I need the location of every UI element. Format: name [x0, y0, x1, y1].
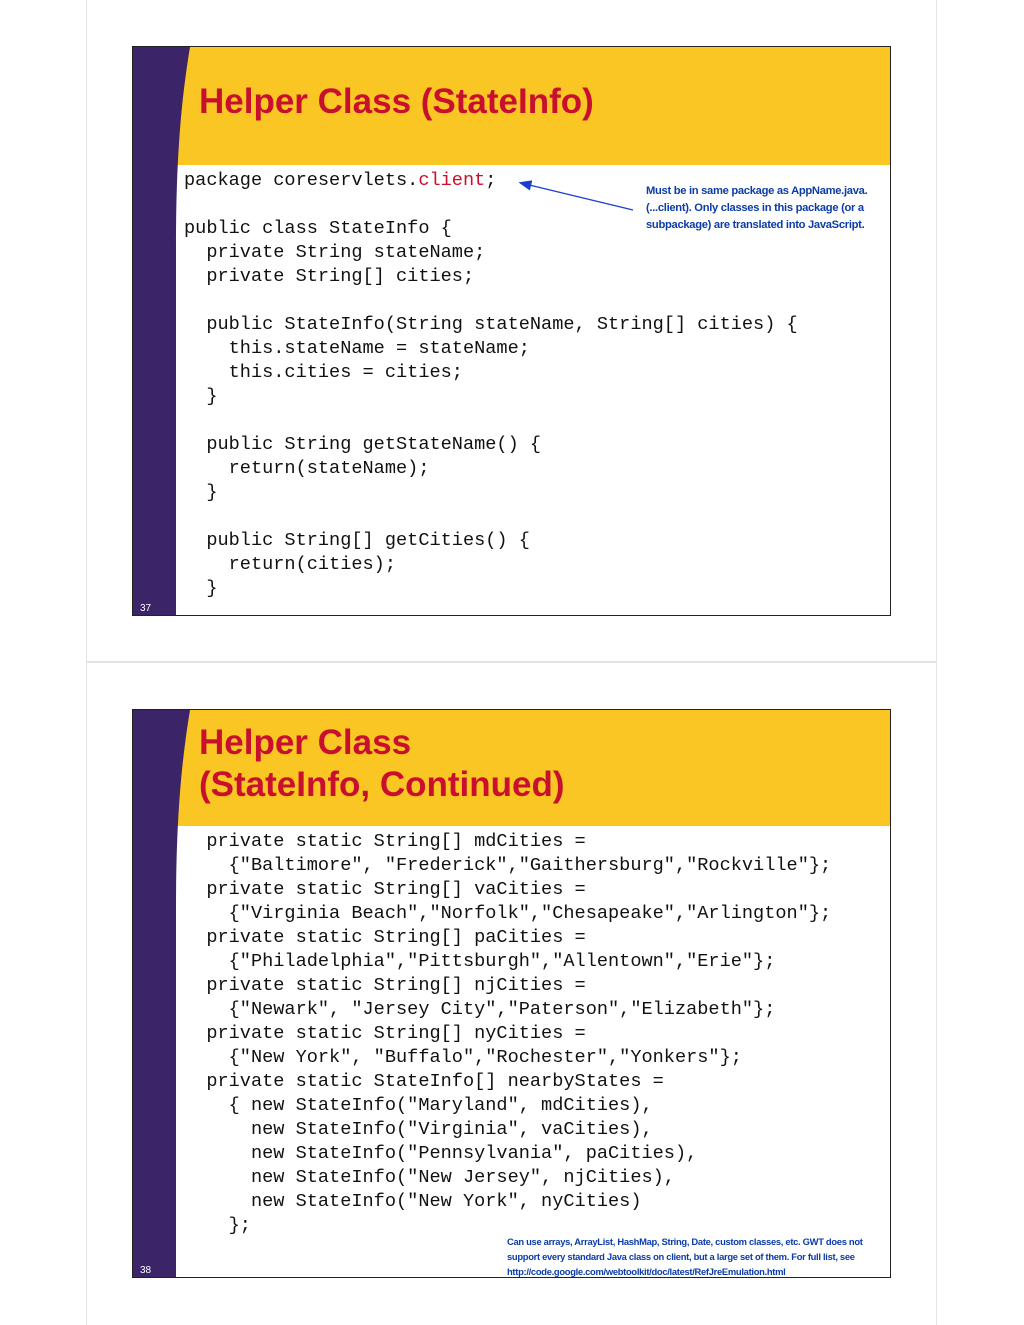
code-line: {"Philadelphia","Pittsburgh","Allentown","Erie"};: [184, 951, 776, 972]
code-line: package coreservlets.client;: [184, 170, 497, 191]
code-line: { new StateInfo("Maryland", mdCities),: [184, 1095, 653, 1116]
code-line: private static String[] mdCities =: [184, 831, 586, 852]
code-line: }: [184, 386, 218, 407]
footnote: [507, 1234, 863, 1278]
slide-37: [132, 46, 891, 616]
slide-number: 38: [140, 1265, 152, 1276]
title-line: (StateInfo, Continued): [199, 765, 565, 804]
slide-title: [199, 81, 594, 123]
code-line: {"New York", "Buffalo","Rochester","Yonkers"};: [184, 1047, 742, 1068]
code-line: private String stateName;: [184, 242, 486, 263]
code-line: public StateInfo(String stateName, String[] cities) {: [184, 314, 798, 335]
slide-38: [132, 709, 891, 1278]
code-line: [184, 505, 798, 529]
code-line: private static String[] nyCities =: [184, 1023, 586, 1044]
code-line: public String[] getCities() {: [184, 530, 530, 551]
note-line: support every standard Java class on client, but a large set of them. For full list, see: [507, 1251, 855, 1262]
note-line: Must be in same package as AppName.java.: [646, 185, 868, 197]
code-line: [184, 409, 798, 433]
code-line: };: [184, 1215, 251, 1236]
code-line: private static String[] njCities =: [184, 975, 586, 996]
annotation-note: [646, 183, 867, 234]
code-line: this.stateName = stateName;: [184, 338, 530, 359]
code-line: }: [184, 482, 218, 503]
note-line: Can use arrays, ArrayList, HashMap, String, Date, custom classes, etc. GWT does not: [507, 1236, 863, 1247]
code-line: new StateInfo("New York", nyCities): [184, 1191, 642, 1212]
code-line: new StateInfo("Virginia", vaCities),: [184, 1119, 653, 1140]
code-line: return(cities);: [184, 554, 397, 575]
highlighted-token: client: [418, 170, 486, 191]
code-line: {"Virginia Beach","Norfolk","Chesapeake","Arlington"};: [184, 903, 832, 924]
note-line: subpackage) are translated into JavaScript.: [646, 219, 865, 231]
code-line: private static String[] vaCities =: [184, 879, 586, 900]
title-line: Helper Class (StateInfo): [199, 82, 594, 121]
code-line: {"Baltimore", "Frederick","Gaithersburg","Rockville"};: [184, 855, 832, 876]
slide-number: 37: [140, 603, 152, 614]
code-line: return(stateName);: [184, 458, 430, 479]
code-line: {"Newark", "Jersey City","Paterson","Elizabeth"};: [184, 999, 776, 1020]
code-line: private static StateInfo[] nearbyStates =: [184, 1071, 664, 1092]
title-line: Helper Class: [199, 723, 412, 762]
code-line: private String[] cities;: [184, 266, 475, 287]
code-line: private static String[] paCities =: [184, 927, 586, 948]
slide-title: [199, 722, 565, 806]
code-block: [184, 830, 831, 1238]
code-line: public String getStateName() {: [184, 434, 542, 455]
code-line: new StateInfo("New Jersey", njCities),: [184, 1167, 675, 1188]
code-line: new StateInfo("Pennsylvania", paCities),: [184, 1143, 698, 1164]
code-line: public class StateInfo {: [184, 218, 452, 239]
code-line: [184, 289, 798, 313]
code-line: this.cities = cities;: [184, 362, 463, 383]
code-line: }: [184, 578, 218, 599]
note-line: (...client). Only classes in this package (or a: [646, 202, 864, 214]
note-line: http://code.google.com/webtoolkit/doc/latest/RefJreEmulation.html: [507, 1266, 786, 1277]
